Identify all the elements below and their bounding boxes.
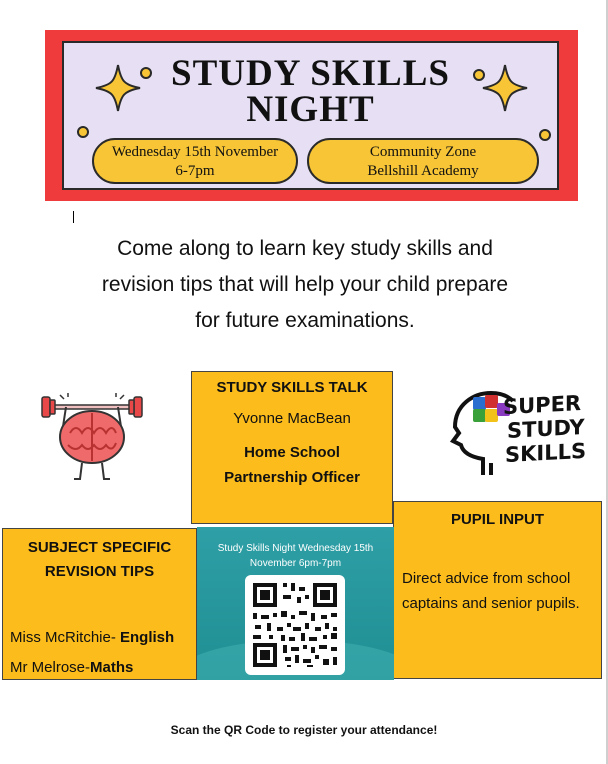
pupil-heading: PUPIL INPUT xyxy=(450,511,545,528)
qr-caption-line: Study Skills Night Wednesday 15th xyxy=(217,543,374,554)
text-cursor xyxy=(73,211,74,223)
pupil-text: Direct advice from school captains and senior pupils. xyxy=(402,570,580,612)
logo-line-study: STUDY xyxy=(507,414,585,443)
teacher-subject: Maths xyxy=(90,659,134,676)
circle-decoration-icon xyxy=(77,126,89,138)
super-study-skills-logo xyxy=(443,383,587,483)
intro-line: revision tips that will help your child prepare xyxy=(101,273,509,296)
subject-heading-line: SUBJECT SPECIFIC xyxy=(27,539,172,556)
circle-decoration-icon xyxy=(539,129,551,141)
teacher-row xyxy=(10,653,196,683)
subject-heading xyxy=(3,536,196,584)
qr-caption xyxy=(197,541,394,571)
event-date: Wednesday 15th November xyxy=(111,144,279,160)
teacher-name: Miss McRitchie- xyxy=(10,629,121,646)
event-venue: Community Zone xyxy=(369,144,477,160)
qr-code-panel xyxy=(197,527,394,680)
logo-line-super: SUPER xyxy=(503,391,582,420)
event-school: Bellshill Academy xyxy=(367,163,479,179)
speaker-role-line: Partnership Officer xyxy=(224,469,360,486)
subject-teachers xyxy=(3,623,196,683)
qr-caption-line: November 6pm-7pm xyxy=(249,558,342,569)
speaker-name: Yvonne MacBean xyxy=(233,410,351,427)
speaker-role xyxy=(192,440,392,490)
teacher-row xyxy=(10,623,196,653)
circle-decoration-icon xyxy=(140,67,152,79)
qr-code[interactable] xyxy=(245,575,345,675)
logo-line-skills: SKILLS xyxy=(505,438,587,468)
brain-lifting-icon xyxy=(40,393,144,485)
banner-inner xyxy=(62,41,559,190)
venue-pill xyxy=(307,138,539,184)
title-banner xyxy=(45,30,578,201)
sparkle-star-icon xyxy=(94,63,142,113)
banner-title-line1: STUDY SKILLS xyxy=(171,53,450,94)
intro-line: for future examinations. xyxy=(195,309,415,332)
study-skills-talk-box xyxy=(191,371,393,524)
register-instruction: Scan the QR Code to register your attendance! xyxy=(170,723,438,737)
sparkle-star-icon xyxy=(481,63,529,113)
talk-heading: STUDY SKILLS TALK xyxy=(216,379,368,396)
teacher-subject: English xyxy=(120,629,175,646)
subject-heading-line: REVISION TIPS xyxy=(44,563,155,580)
subject-tips-box xyxy=(2,528,197,680)
teacher-name: Mr Melrose- xyxy=(10,659,91,676)
pupil-input-box xyxy=(393,501,602,679)
circle-decoration-icon xyxy=(473,69,485,81)
speaker-role-line: Home School xyxy=(244,444,340,461)
intro-text xyxy=(60,231,550,339)
banner-title-line2: NIGHT xyxy=(246,89,375,130)
event-time: 6-7pm xyxy=(175,163,215,179)
date-pill xyxy=(92,138,298,184)
intro-line: Come along to learn key study skills and xyxy=(117,237,493,260)
qr-code-icon xyxy=(245,575,345,675)
